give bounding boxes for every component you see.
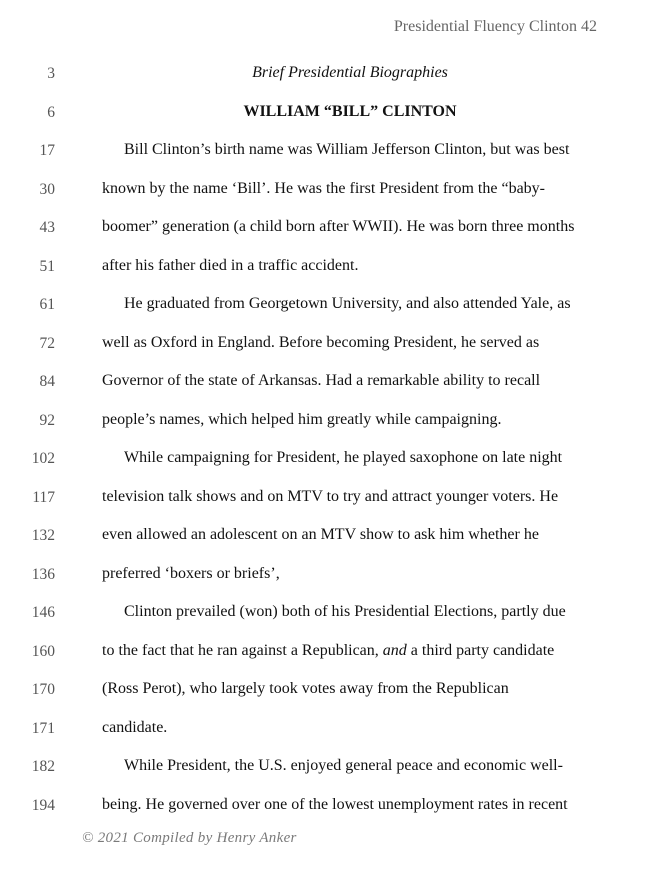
line-text: being. He governed over one of the lowest unemployment rates in recent: [102, 795, 568, 813]
line-number: 182: [31, 758, 55, 775]
line-number: 3: [47, 65, 55, 82]
line-text: known by the name ‘Bill’. He was the first President from the “baby-: [102, 179, 545, 197]
text-line: [0, 294, 669, 318]
text-line: [0, 140, 669, 164]
line-text: preferred ‘boxers or briefs’,: [102, 564, 280, 582]
text-line: [0, 602, 669, 626]
text-line: [0, 371, 669, 395]
line-number: 30: [39, 180, 55, 198]
line-text: boomer” generation (a child born after WWII). He was born three months: [102, 218, 575, 235]
line-text-part: to the fact that he ran against a Republican,: [102, 641, 383, 659]
text-line: [0, 63, 669, 87]
line-text: (Ross Perot), who largely took votes away from the Republican: [102, 680, 509, 697]
text-line: [0, 487, 669, 511]
text-line: [0, 333, 669, 357]
text-line: [0, 448, 669, 472]
line-text: Clinton prevailed (won) both of his Presidential Elections, partly due: [124, 603, 566, 620]
text-line: [0, 641, 669, 665]
line-number: 17: [39, 142, 55, 159]
text-line: [0, 179, 669, 203]
line-text: Governor of the state of Arkansas. Had a remarkable ability to recall: [102, 372, 541, 389]
line-number: 72: [39, 334, 55, 352]
line-text: well as Oxford in England. Before becoming President, he served as: [102, 333, 540, 351]
line-text: after his father died in a traffic accident.: [102, 256, 359, 274]
line-number: 6: [47, 103, 55, 121]
text-line: [0, 102, 669, 126]
line-text: WILLIAM “BILL” CLINTON: [243, 102, 457, 120]
line-text-part: a third party candidate: [406, 641, 555, 659]
line-number: 92: [39, 411, 55, 429]
text-line: [0, 679, 669, 703]
line-number: 194: [31, 796, 55, 814]
line-text: people’s names, which helped him greatly while campaigning.: [102, 410, 502, 428]
line-number: 102: [31, 450, 55, 467]
line-text: [102, 642, 602, 660]
line-text-emphasis: and: [382, 641, 407, 659]
line-number: 136: [31, 565, 55, 583]
text-line: [0, 256, 669, 280]
line-text: He graduated from Georgetown University, and also attended Yale, as: [124, 295, 571, 312]
line-text: Brief Presidential Biographies: [252, 64, 448, 81]
line-number: 160: [31, 642, 55, 660]
line-text: candidate.: [102, 718, 168, 736]
text-line: [0, 564, 669, 588]
line-number: 170: [31, 681, 55, 698]
text-line: [0, 525, 669, 549]
line-text: Bill Clinton’s birth name was William Jefferson Clinton, but was best: [124, 141, 570, 158]
page-header: Presidential Fluency Clinton 42: [393, 18, 597, 35]
line-number: 51: [39, 257, 55, 275]
text-line: [0, 410, 669, 434]
text-line: [0, 718, 669, 742]
text-line: [0, 756, 669, 780]
line-number: 84: [39, 373, 55, 390]
line-number: 117: [32, 488, 55, 506]
line-text: television talk shows and on MTV to try and attract younger voters. He: [102, 487, 559, 505]
page-footer: © 2021 Compiled by Henry Anker: [82, 830, 297, 846]
line-text: While President, the U.S. enjoyed general peace and economic well-: [124, 757, 563, 774]
line-number: 43: [39, 219, 55, 236]
line-number: 132: [31, 527, 55, 544]
line-number: 171: [31, 719, 55, 737]
text-line: [0, 217, 669, 241]
line-text: even allowed an adolescent on an MTV show to ask him whether he: [102, 526, 539, 543]
line-text: While campaigning for President, he played saxophone on late night: [124, 449, 563, 466]
line-number: 61: [39, 296, 55, 313]
line-number: 146: [31, 604, 55, 621]
text-line: [0, 795, 669, 819]
